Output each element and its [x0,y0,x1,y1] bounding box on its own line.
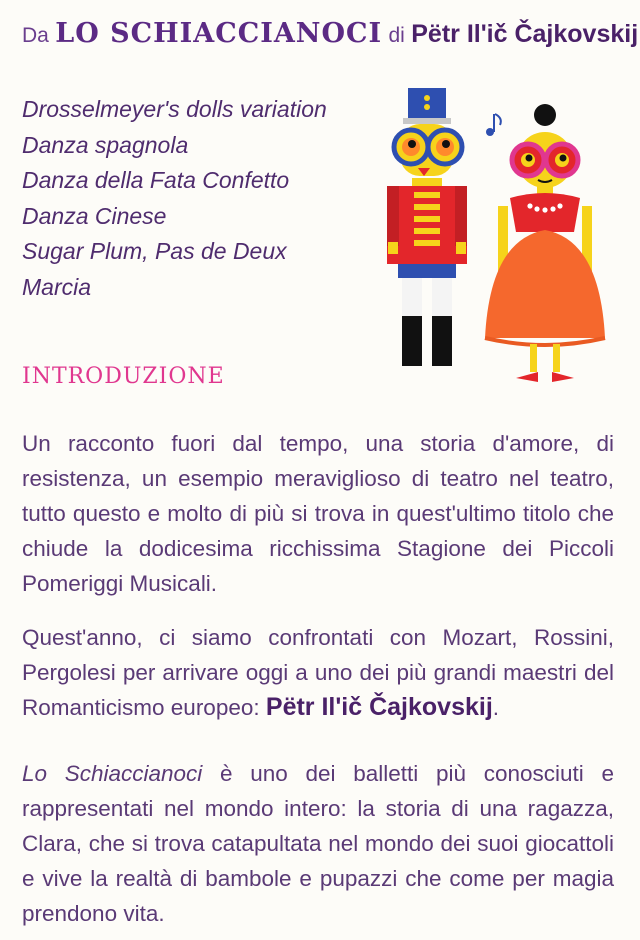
composer-highlight: Pëtr Il'ič Čajkovskij [265,693,493,721]
paragraph-composers [22,620,614,725]
paragraph-end: . [492,695,500,720]
nutcracker-dancer-illustration [360,80,630,400]
work-title: LO SCHIACCIANOCI [55,18,383,49]
header-prefix: Da [22,24,49,47]
program-item: Drosselmeyer's dolls variation [22,96,327,122]
ballet-title: Lo Schiaccianoci [22,761,203,786]
paragraph-text: è uno dei balletti più conosciuti e rappresentati nel mondo intero: la storia di una ragazza, Clara, che si trova catapultata nel mondo dei suoi giocattoli e vive la realtà di bambole e pupazzi che come per magia prendono vita. [22,761,614,926]
music-note-icon [486,114,501,136]
paragraph-intro [22,426,614,601]
program-item: Marcia [22,273,92,300]
program-item: Danza spagnola [22,131,189,158]
paragraph-text: Quest'anno, ci siamo confrontati con Mozart, Rossini, Pergolesi per arrivare oggi a uno dei più grandi maestri del Romanticismo europeo: [22,625,614,720]
section-title: INTRODUZIONE [22,364,225,389]
composer-name: Pëtr Il'ič Čajkovskij [411,20,639,48]
dancer-figure-icon [485,104,605,382]
program-list [22,92,327,305]
paragraph-text: Un racconto fuori dal tempo, una storia d'amore, di resistenza, un esempio meraviglioso di teatro nel teatro, tutto questo e molto di più si trova in quest'ultimo titolo che chiude la dodicesima ricchissima Stagione dei Piccoli Pomeriggi Musicali. [22,431,614,596]
page-header [22,18,638,49]
paragraph-ballet [22,756,614,931]
program-item: Sugar Plum, Pas de Deux [22,238,287,264]
header-connector: di [388,24,405,47]
nutcracker-figure-icon [387,88,467,366]
program-item: Danza Cinese [22,202,167,229]
program-item: Danza della Fata Confetto [22,167,290,193]
